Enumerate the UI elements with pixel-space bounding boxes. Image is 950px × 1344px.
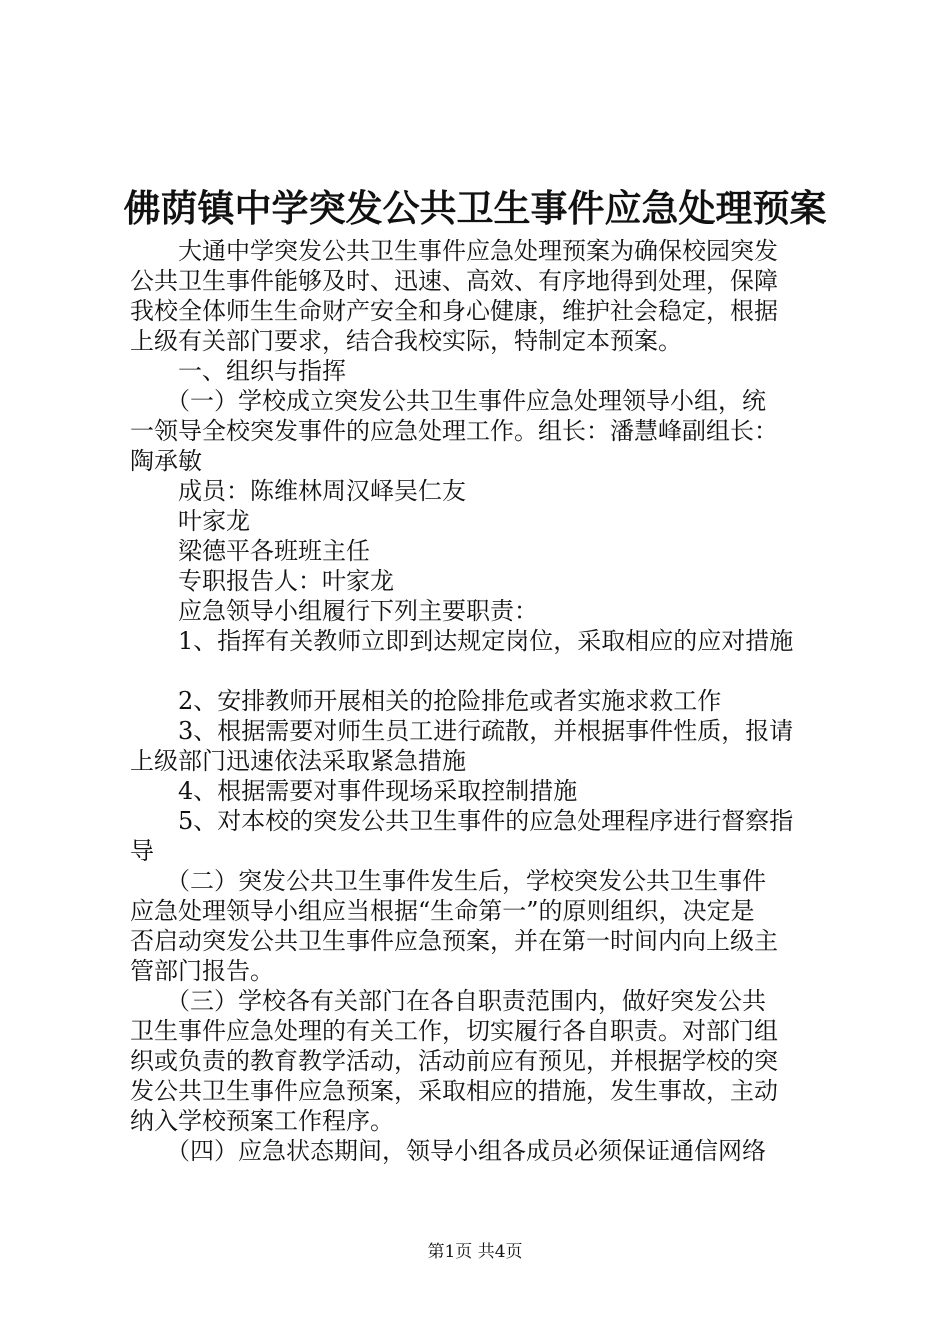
list-item: 3、根据需要对师生员工进行疏散，并根据事件性质，报请 xyxy=(130,717,794,745)
list-item: 5、对本校的突发公共卫生事件的应急处理程序进行督察指 xyxy=(130,807,794,835)
paragraph-line: （二）突发公共卫生事件发生后，学校突发公共卫生事件 xyxy=(130,867,766,895)
paragraph-line: 叶家龙 xyxy=(130,507,250,535)
paragraph-line: 管部门报告。 xyxy=(130,957,274,985)
list-item: 4、根据需要对事件现场采取控制措施 xyxy=(130,777,578,805)
paragraph-line: 织或负责的教育教学活动，活动前应有预见，并根据学校的突 xyxy=(130,1047,778,1075)
blank-line xyxy=(130,656,832,686)
paragraph-line: 应急处理领导小组应当根据“生命第一”的原则组织，决定是 xyxy=(130,897,755,925)
paragraph-line: 公共卫生事件能够及时、迅速、高效、有序地得到处理，保障 xyxy=(130,267,778,295)
paragraph-line: 专职报告人：叶家龙 xyxy=(130,567,394,595)
paragraph-line: 导 xyxy=(130,837,154,865)
paragraph-line: 上级有关部门要求，结合我校实际，特制定本预案。 xyxy=(130,327,682,355)
paragraph-line: 大通中学突发公共卫生事件应急处理预案为确保校园突发 xyxy=(130,237,778,265)
paragraph-line: 一领导全校突发事件的应急处理工作。组长：潘慧峰副组长： xyxy=(130,417,778,445)
page-number-footer: 第1页 共4页 xyxy=(427,1242,523,1262)
list-item: 1、指挥有关教师立即到达规定岗位，采取相应的应对措施 xyxy=(130,627,794,655)
paragraph-line: 陶承敏 xyxy=(130,447,202,475)
paragraph-line: 上级部门迅速依法采取紧急措施 xyxy=(130,747,466,775)
list-item: 2、安排教师开展相关的抢险排危或者实施求救工作 xyxy=(130,687,722,715)
paragraph-line: 发公共卫生事件应急预案，采取相应的措施，发生事故，主动 xyxy=(130,1077,778,1105)
paragraph-line: 应急领导小组履行下列主要职责： xyxy=(130,597,538,625)
paragraph-line: （三）学校各有关部门在各自职责范围内，做好突发公共 xyxy=(130,987,766,1015)
paragraph-line: 我校全体师生生命财产安全和身心健康，维护社会稳定，根据 xyxy=(130,297,778,325)
paragraph-line: （四）应急状态期间，领导小组各成员必须保证通信网络 xyxy=(130,1137,766,1165)
paragraph-line: 纳入学校预案工作程序。 xyxy=(130,1107,394,1135)
document-title: 佛荫镇中学突发公共卫生事件应急处理预案 xyxy=(123,186,827,230)
document-body xyxy=(130,236,832,1166)
paragraph-line: 否启动突发公共卫生事件应急预案，并在第一时间内向上级主 xyxy=(130,927,778,955)
paragraph-line: 梁德平各班班主任 xyxy=(130,537,370,565)
paragraph-line: （一）学校成立突发公共卫生事件应急处理领导小组，统 xyxy=(130,387,766,415)
paragraph-line: 成员：陈维林周汉峄吴仁友 xyxy=(130,477,466,505)
paragraph-line: 卫生事件应急处理的有关工作，切实履行各自职责。对部门组 xyxy=(130,1017,778,1045)
section-heading: 一、组织与指挥 xyxy=(130,357,346,385)
